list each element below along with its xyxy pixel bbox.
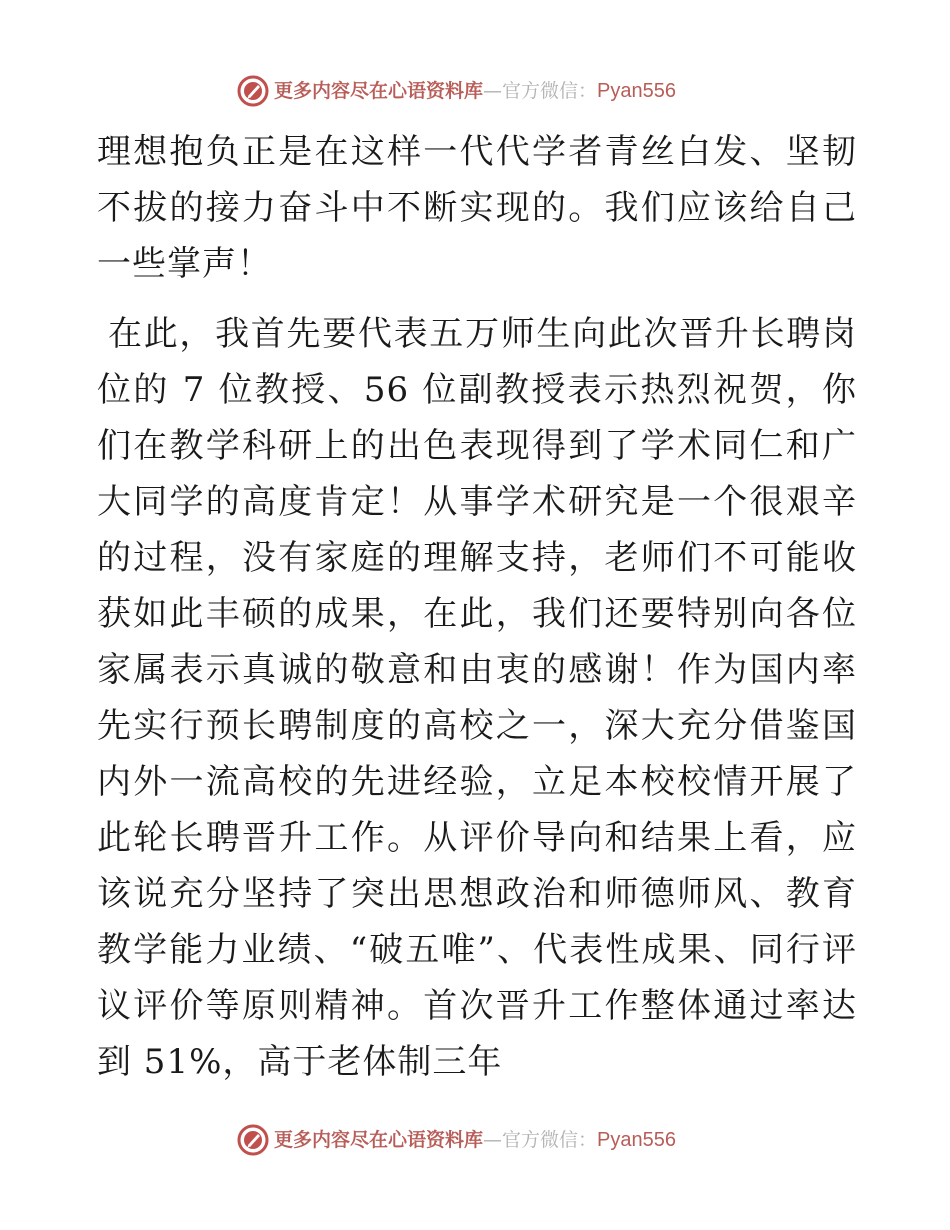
paragraph-2: 在此，我首先要代表五万师生向此次晋升长聘岗位的 7 位教授、56 位副教授表示热烈祝贺，你们在教学科研上的出色表现得到了学术同仁和广大同学的高度肯定！从事学术研究是一个很艰辛的过程，没有家庭的理解支持，老师们不可能收获如此丰硕的成果，在此，我们还要特别向各位家属表示真诚的敬意和由衷的感谢！作为国内率先实行预长聘制度的高校之一，深大充分借鉴国内外一流高校的先进经验，立足本校校情开展了此轮长聘晋升工作。从评价导向和结果上看，应该说充分坚持了突出思想政治和师德师风、教育教学能力业绩、“破五唯”、代表性成果、同行评议评价等原则精神。首次晋升工作整体通过率达到 51%，高于老体制三年 (97, 314, 857, 1082)
watermark-main-text: 更多内容尽在心语资料库 (274, 80, 484, 102)
watermark-dash: — (483, 80, 503, 102)
watermark-id: Pyan556 (597, 1129, 676, 1151)
paragraph-1: 理想抱负正是在这样一代代学者青丝白发、坚韧不拔的接力奋斗中不断实现的。我们应该给自己一些掌声！ (97, 132, 857, 284)
watermark-main-text: 更多内容尽在心语资料库 (274, 1129, 484, 1151)
header-watermark (236, 73, 676, 109)
footer-watermark (236, 1122, 676, 1158)
quill-seal-icon (236, 1123, 270, 1157)
watermark-dash: — (483, 1129, 503, 1151)
quill-seal-icon (236, 74, 270, 108)
watermark-label: 官方微信： (502, 80, 598, 102)
watermark-id: Pyan556 (597, 80, 676, 102)
document-body (97, 124, 857, 1090)
watermark-label: 官方微信： (502, 1129, 598, 1151)
